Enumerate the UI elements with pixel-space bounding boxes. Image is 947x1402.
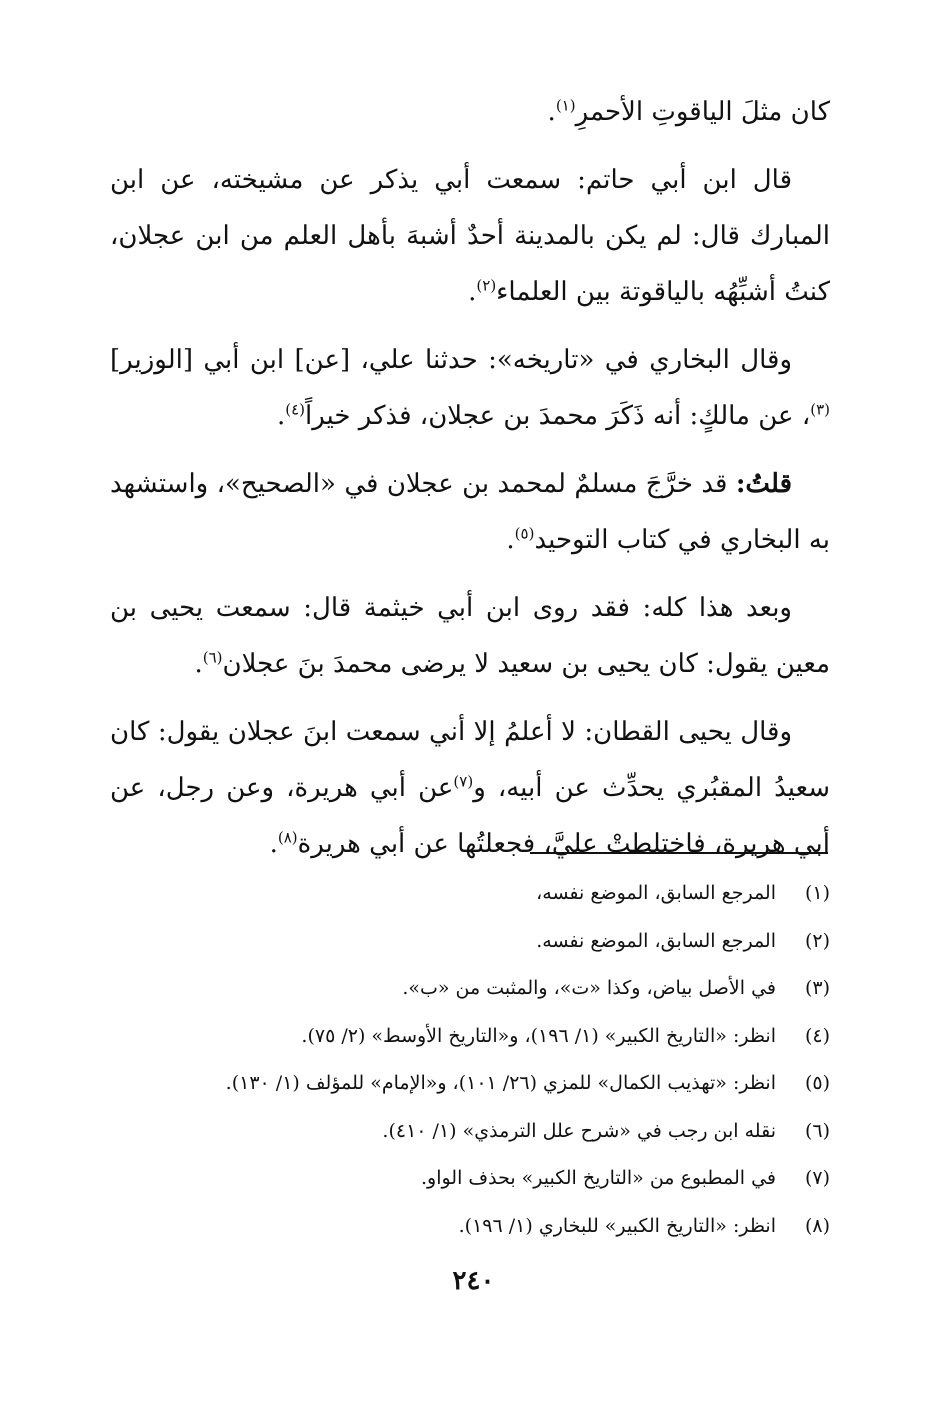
footnote-text: المرجع السابق، الموضع نفسه. <box>536 929 776 952</box>
text-segment: وقال يحيى القطان: لا أعلمُ إلا أني سمعت ابنَ عجلان يقول: كان سعيدُ المقبُري يحدِّث عن أبيه، و <box>110 717 830 803</box>
paragraph <box>110 152 830 320</box>
footnote-text: انظر: «تهذيب الكمال» للمزي (٢٦/ ١٠١)، و«الإمام» للمؤلف (١/ ١٣٠). <box>225 1072 776 1094</box>
text-segment: وقال البخاري في «تاريخه»: حدثنا علي، [عن] ابن أبي [الوزير] <box>110 345 792 375</box>
footnote-number: (٧) <box>804 1167 830 1189</box>
paragraph <box>110 456 830 568</box>
main-text <box>110 84 830 884</box>
footnote <box>110 1013 830 1061</box>
footnote <box>110 1155 830 1203</box>
text-segment: ، عن مالكٍ: أنه ذَكَرَ محمدَ بن عجلان، فذكر خيراً <box>304 401 811 431</box>
footnote-separator <box>530 852 828 854</box>
footnote-ref: (٣) <box>810 400 830 419</box>
footnote-ref: (٨) <box>277 828 298 847</box>
text-segment: قد خرَّجَ مسلمٌ لمحمد بن عجلان في «الصحيح»، واستشهد به البخاري في كتاب التوحيد <box>110 469 830 555</box>
footnote-number: (١) <box>804 882 830 904</box>
footnote-ref: (٤) <box>285 400 305 419</box>
paragraph <box>110 332 830 444</box>
footnote-text: المرجع السابق، الموضع نفسه، <box>536 882 776 904</box>
text-segment: . <box>269 829 278 859</box>
footnote-number: (٨) <box>804 1214 830 1237</box>
footnote <box>110 965 830 1013</box>
text-segment: . <box>468 277 477 307</box>
text-segment: قال ابن أبي حاتم: سمعت أبي يذكر عن مشيخته، عن ابن المبارك قال: لم يكن بالمدينة أحدٌ أشبهَ بأهل العلم من ابن عجلان، كنتُ أشبِّهُه بالياقوتة بين العلماء <box>110 165 830 307</box>
footnote-ref: (٦) <box>202 648 223 667</box>
footnote-text: انظر: «التاريخ الكبير» للبخاري (١/ ١٩٦). <box>458 1214 776 1237</box>
text-segment: . <box>194 649 203 679</box>
footnote <box>110 1060 830 1108</box>
footnotes <box>110 870 830 1250</box>
paragraph <box>110 704 830 872</box>
footnote <box>110 1108 830 1156</box>
text-segment: كان مثلَ الياقوتِ الأحمرِ <box>575 97 830 127</box>
footnote <box>110 918 830 966</box>
footnote-number: (٤) <box>804 1024 830 1047</box>
footnote-text: انظر: «التاريخ الكبير» (١/ ١٩٦)، و«التاريخ الأوسط» (٢/ ٧٥). <box>301 1024 776 1047</box>
text-segment-bold: قلتُ: <box>735 469 792 499</box>
page-number: ٢٤٠ <box>452 1266 495 1296</box>
paragraph <box>110 580 830 692</box>
footnote-number: (٢) <box>804 929 830 952</box>
footnote-text: في الأصل بياض، وكذا «ت»، والمثبت من «ب». <box>402 977 776 999</box>
paragraph <box>110 84 830 140</box>
footnote-number: (٥) <box>804 1072 830 1094</box>
footnote-text: في المطبوع من «التاريخ الكبير» بحذف الواو. <box>421 1167 776 1189</box>
text-segment: . <box>547 97 556 127</box>
text-segment: عن أبي هريرة، وعن رجل، عن أبي هريرة، فاختلطتْ عليَّ، فجعلتُها عن أبي هريرة <box>110 773 830 859</box>
text-segment: وبعد هذا كله: فقد روى ابن أبي خيثمة قال: سمعت يحيى بن معين يقول: كان يحيى بن سعيد لا يرضى محمدَ بنَ عجلان <box>110 593 830 679</box>
footnote-ref: (١) <box>555 96 576 115</box>
footnote <box>110 1203 830 1251</box>
text-segment: . <box>506 525 515 555</box>
footnote-number: (٣) <box>804 977 830 999</box>
text-segment: . <box>276 401 286 431</box>
footnote-ref: (٥) <box>514 524 535 543</box>
footnote-ref: (٢) <box>476 276 497 295</box>
footnote-text: نقله ابن رجب في «شرح علل الترمذي» (١/ ٤١٠). <box>382 1119 776 1142</box>
footnote <box>110 870 830 918</box>
footnote-number: (٦) <box>804 1119 830 1142</box>
footnote-ref: (٧) <box>453 772 474 791</box>
